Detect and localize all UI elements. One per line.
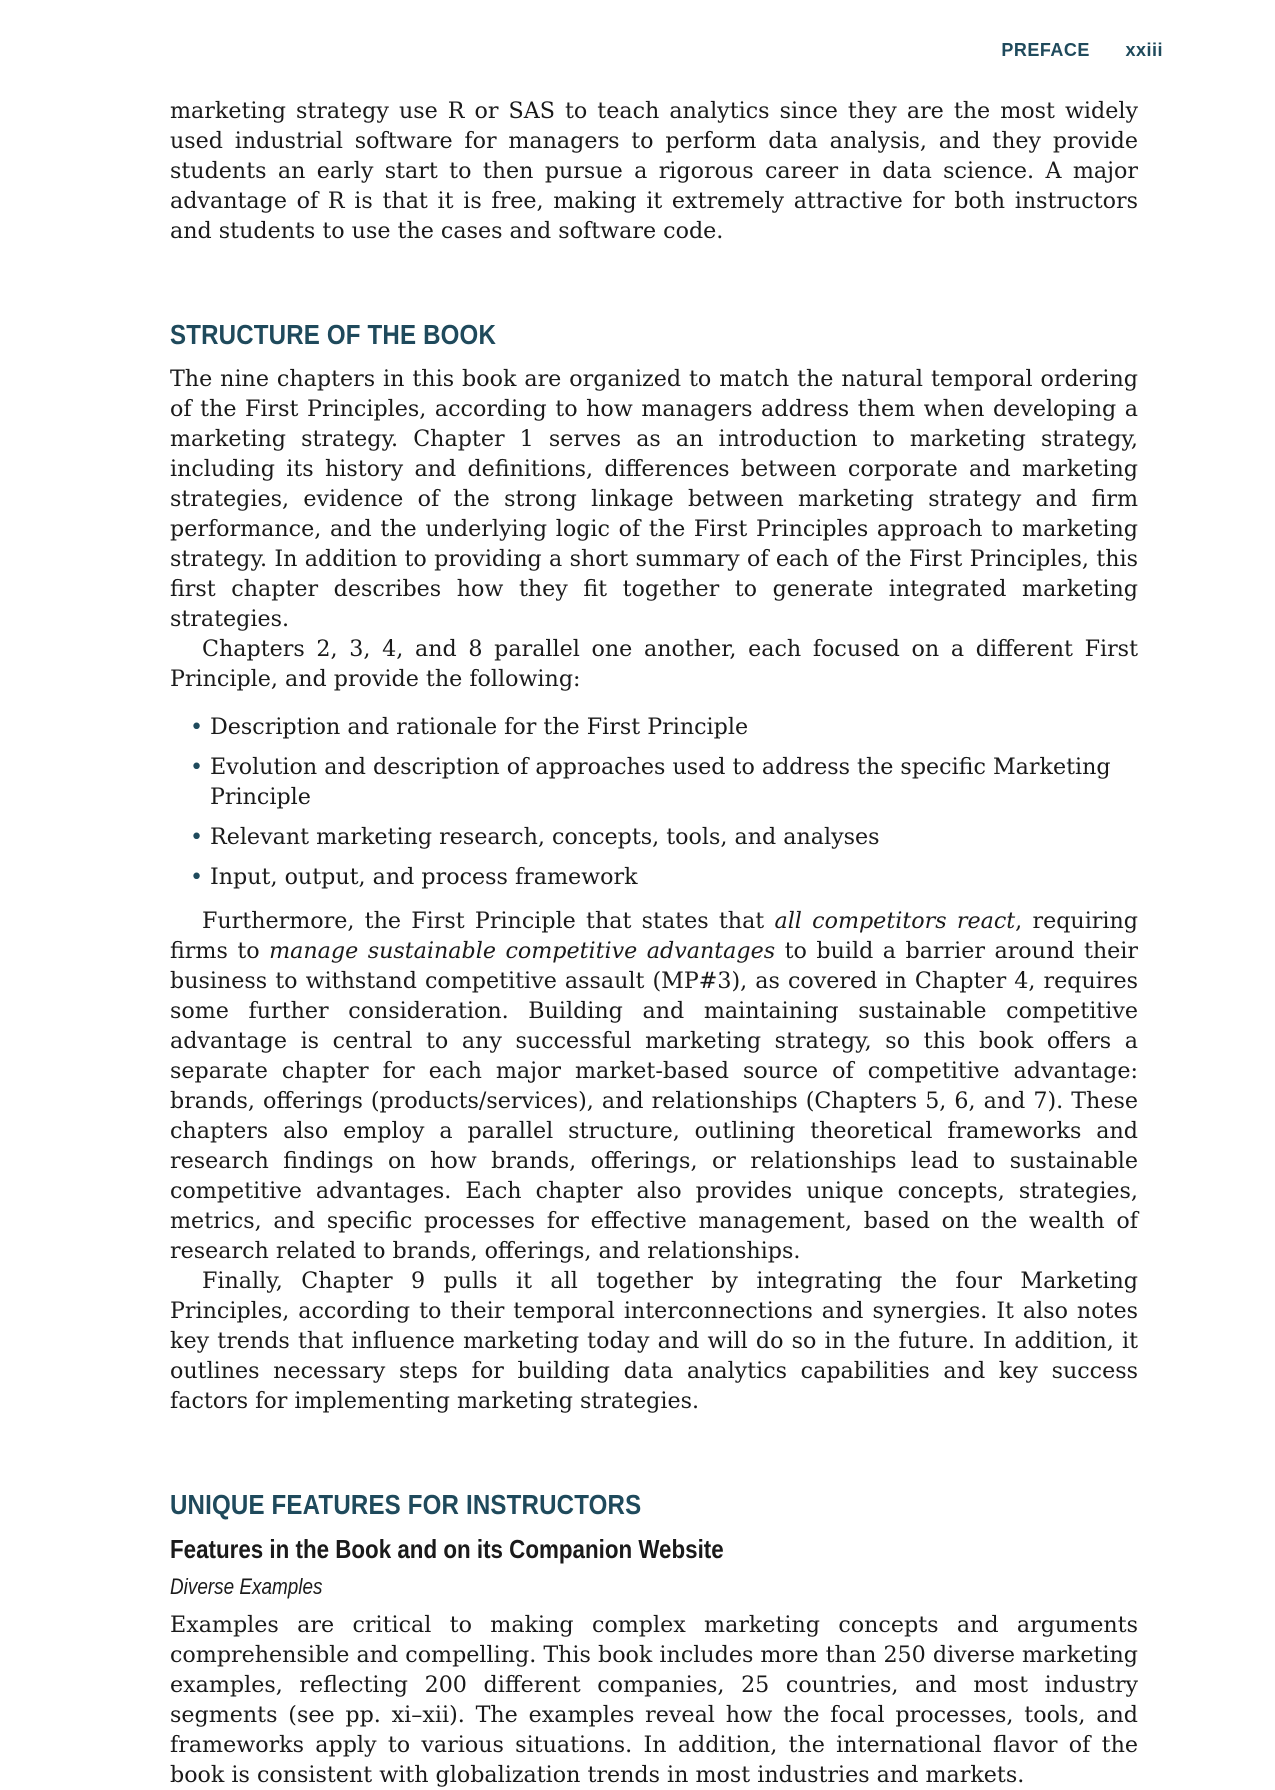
list-item: • Relevant marketing research, concepts, tools, and analyses [170,822,1138,852]
intro-paragraph: marketing strategy use R or SAS to teach analytics since they are the most widely used industrial software for managers to perform data analysis, and they provide students an early start to then pursue a rigorous career in data science. A major advantage of R is that it is free, making it extremely attractive for both instructors and students to use the cases and software code. [170,98,1138,244]
para3-emphasis-2: manage sustainable competitive advantages [269,938,776,964]
features-subheading: Features in the Book and on its Companion Website [170,1534,724,1564]
structure-paragraph-1: The nine chapters in this book are organized to match the natural temporal ordering of the First Principles, according to how managers address them when developing a marketing strategy. Chapter 1 serves as an introduction to marketing strategy, including its history and definitions, differences between corporate and marketing strategies, evidence of the strong linkage between marketing strategy and firm performance, and the underlying logic of the First Principles approach to marketing strategy. In addition to providing a short summary of each of the First Principles, this first chapter describes how they fit together to generate integrated marketing strategies. [170,366,1138,632]
page-body [170,96,1138,1790]
features-heading: UNIQUE FEATURES FOR INSTRUCTORS [170,1489,642,1520]
structure-paragraph-4: Finally, Chapter 9 pulls it all together by integrating the four Marketing Principles, according to their temporal interconnections and synergies. It also notes key trends that influence marketing today and will do so in the future. In addition, it outlines necessary steps for building data analytics capabilities and key success factors for implementing marketing strategies. [170,1268,1138,1414]
structure-paragraph-3 [170,906,1138,1266]
running-head-section: PREFACE [1001,40,1090,60]
page-number: xxiii [1125,40,1163,60]
para3-rest: to build a barrier around their business to withstand competitive assault (MP#3), as covered in Chapter 4, requires some further consideration. Building and maintaining sustainable competitive advantage is central to any successful marketing strategy, so this book offers a separate chapter for each major market-based source of competitive advantage: brands, offerings (products/services), and relationships (Chapters 5, 6, and 7). These chapters also employ a parallel structure, outlining theoretical frameworks and research findings on how brands, offerings, or relationships lead to sustainable competitive advantages. Each chapter also provides unique concepts, strategies, metrics, and specific processes for effective management, based on the wealth of research related to brands, offerings, and relationships. [170,938,1138,1264]
para3-mid: , requiring firms to [170,908,1138,964]
structure-paragraph-2: Chapters 2, 3, 4, and 8 parallel one another, each focused on a different First Principle, and provide the following: [170,636,1138,692]
para3-lead: Furthermore, the First Principle that states that [202,908,775,934]
para3-emphasis-1: all competitors react [774,908,1016,934]
chapter-features-list [170,712,1138,892]
running-head [1001,40,1163,61]
structure-heading: STRUCTURE OF THE BOOK [170,319,497,350]
list-item: • Input, output, and process framework [170,862,1138,892]
list-item: • Description and rationale for the First Principle [170,712,1138,742]
list-item: • Evolution and description of approaches used to address the specific Marketing Principle [170,752,1138,812]
features-paragraph: Examples are critical to making complex marketing concepts and arguments comprehensible and compelling. This book includes more than 250 diverse marketing examples, reflecting 200 different companies, 25 countries, and most industry segments (see pp. xi–xii). The examples reveal how the focal processes, tools, and frameworks apply to various situations. In addition, the international flavor of the book is consistent with globalization trends in most industries and markets. [170,1612,1138,1788]
diverse-examples-heading: Diverse Examples [170,1574,323,1599]
